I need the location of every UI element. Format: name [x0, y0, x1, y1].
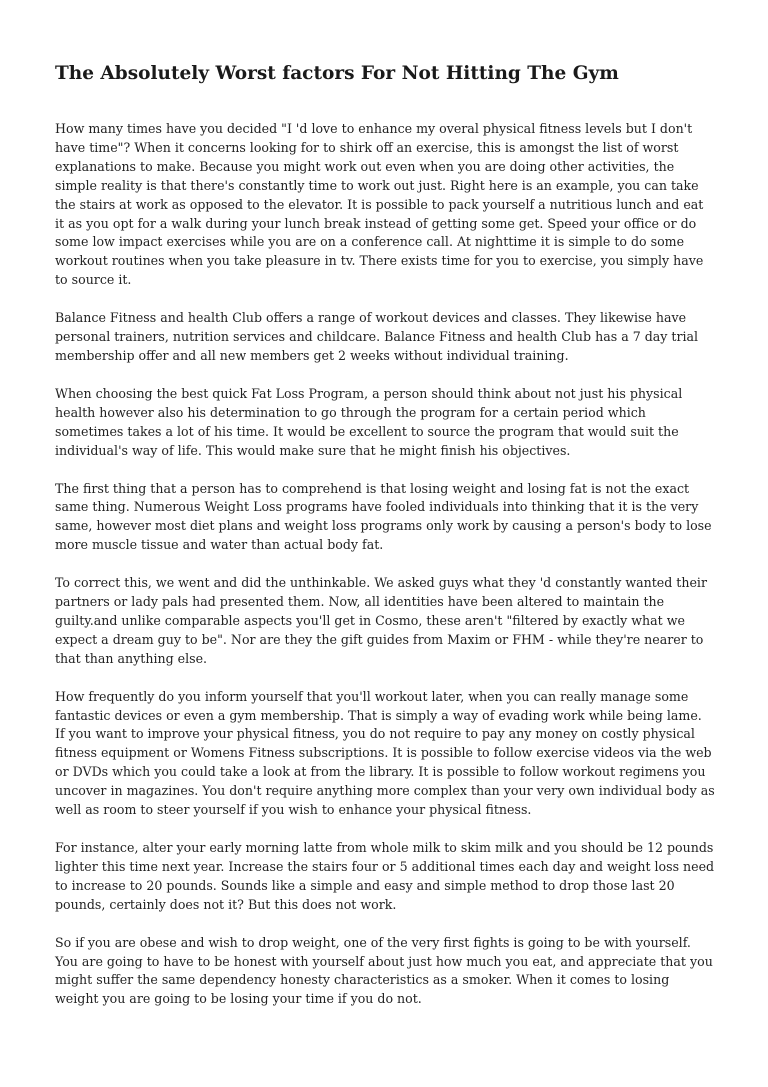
page-title: The Absolutely Worst factors For Not Hitting The Gym — [55, 63, 619, 84]
paragraph-6: How frequently do you inform yourself that you'll workout later, when you can really manage some fantastic devices or even a gym membership. That is simply a way of evading work while being lame. If you want to improve your physical fitness, you do not require to pay any money on costly physical fitness equipment or Womens Fitness subscriptions. It is possible to follow exercise videos via the web or DVDs which you could take a look at from the library. It is possible to follow workout regimens you uncover in magazines. You don't require anything more complex than your very own individual body as well as room to steer yourself if you wish to enhance your physical fitness. — [55, 688, 715, 818]
paragraph-3: When choosing the best quick Fat Loss Program, a person should think about not just his physical health however also his determination to go through the program for a certain period which sometimes takes a lot of his time. It would be excellent to source the program that would suit the individual's way of life. This would make sure that he might finish his objectives. — [55, 385, 683, 458]
document-page — [55, 62, 715, 1028]
paragraph-5: To correct this, we went and did the unthinkable. We asked guys what they 'd constantly wanted their partners or lady pals had presented them. Now, all identities have been altered to maintain the guilty.and unlike comparable aspects you'll get in Cosmo, these aren't "filtered by exactly what we expect a dream guy to be". Nor are they the gift guides from Maxim or FHM - while they're nearer to that than anything else. — [55, 575, 707, 666]
paragraph-7: For instance, alter your early morning latte from whole milk to skim milk and you should be 12 pounds lighter this time next year. Increase the stairs four or 5 additional times each day and weight loss need to increase to 20 pounds. Sounds like a simple and easy and simple method to drop those last 20 pounds, certainly does not it? But this does not work. — [55, 840, 715, 912]
paragraph-4: The first thing that a person has to comprehend is that losing weight and losing fat is not the exact same thing. Numerous Weight Loss programs have fooled individuals into thinking that it is the very same, however most diet plans and weight loss programs only work by causing a person's body to lose more muscle tissue and water than actual body fat. — [55, 480, 712, 553]
paragraph-2: Balance Fitness and health Club offers a range of workout devices and classes. They likewise have personal trainers, nutrition services and childcare. Balance Fitness and health Club has a 7 day trial membership offer and all new members get 2 weeks without individual training. — [55, 310, 699, 363]
paragraph-8: So if you are obese and wish to drop weight, one of the very first fights is going to be with yourself. You are going to have to be honest with yourself about just how much you eat, and appreciate that you might suffer the same dependency honesty characteristics as a smoker. When it comes to losing weight you are going to be losing your time if you do not. — [55, 934, 713, 1007]
article-body — [55, 120, 715, 1009]
paragraph-1: How many times have you decided "I 'd love to enhance my overal physical fitness levels but I don't have time"? When it concerns looking for to shirk off an exercise, this is amongst the list of worst explanations to make. Because you might work out even when you are doing other activities, the simple reality is that there's constantly time to work out just. Right here is an example, you can take the stairs at work as opposed to the elevator. It is possible to pack yourself a nutritious lunch and eat it as you opt for a walk during your lunch break instead of getting some get. Speed your office or do some low impact exercises while you are on a conference call. At nighttime it is simple to do some workout routines when you take pleasure in tv. There exists time for you to exercise, you simply have to source it. — [55, 121, 704, 288]
